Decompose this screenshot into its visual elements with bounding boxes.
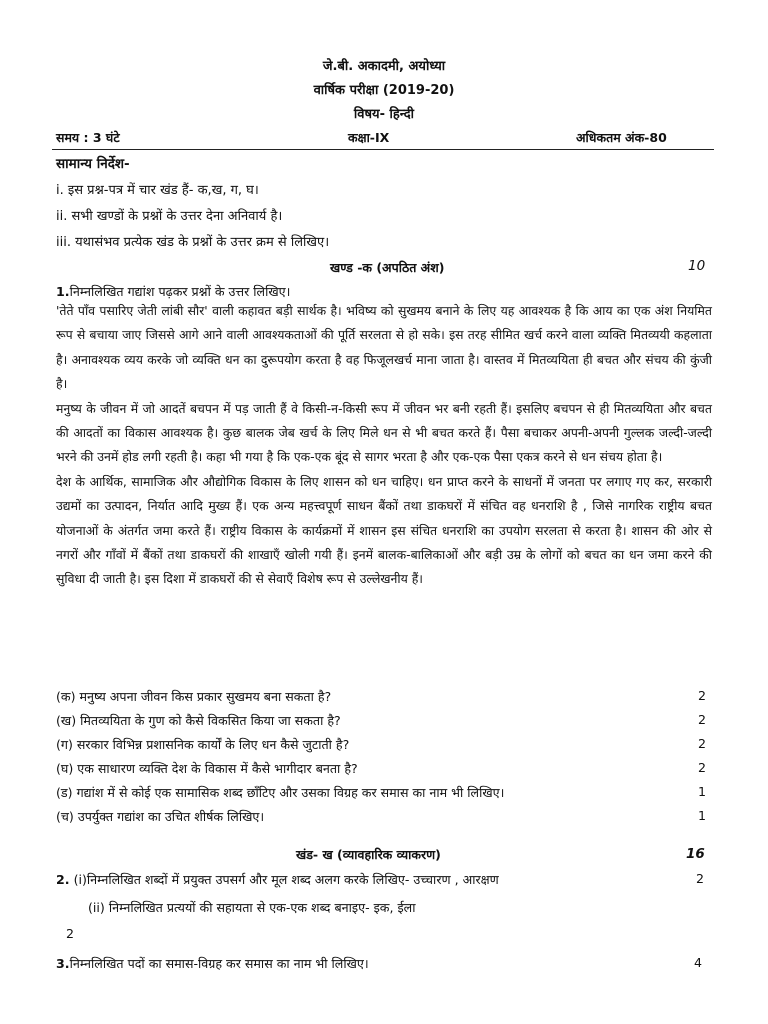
sub-question-text: (च) उपर्युक्त गद्यांश का उचित शीर्षक लिखिए। — [56, 809, 265, 824]
time-label: समय : 3 घंटे — [56, 130, 120, 145]
question-2-part-2-marks: 2 — [66, 926, 75, 941]
sub-question-marks: 1 — [697, 808, 706, 823]
sub-question — [56, 712, 712, 729]
question-text: (i)निम्नलिखित शब्दों में प्रयुक्त उपसर्ग और मूल शब्द अलग करके लिखिए- उच्चारण , आरक्षण — [69, 872, 499, 887]
sub-question-text: (ख) मितव्ययिता के गुण को कैसे विकसित किया जा सकता है? — [56, 713, 341, 728]
instruction-item: iii. यथासंभव प्रत्येक खंड के प्रश्नों के उत्तर क्रम से लिखिए। — [56, 235, 330, 250]
sub-question-text: (क) मनुष्य अपना जीवन किस प्रकार सुखमय बना सकता है? — [56, 689, 332, 704]
section-a-title: खण्ड -क (अपठित अंश) — [330, 260, 445, 275]
passage-paragraph: देश के आर्थिक, सामाजिक और औद्योगिक विकास के लिए शासन को धन चाहिए। धन प्राप्त करने के साधनों में जनता पर लगाए गए कर, सरकारी उद्यमों का उत्पादन, निर्यात आदि मुख्य हैं। एक अन्य महत्त्वपूर्ण साधन बैंकों तथा डाकघरों में संचित वह धनराशि है , जिसे नागरिक राष्ट्रीय बचत योजनाओं के अंतर्गत जमा करते हैं। राष्ट्रीय विकास के कार्यक्रमों में शासन इस संचित धनराशि का उपयोग सरलता से करता है। शासन की ओर से नगरों और गाँवों में बैंकों तथा डाकघरों की शाखाएँ खोली गयी हैं। इनमें बालक-बालिकाओं और बड़ी उम्र के लोगों को बचत का धन जमा करने की सुविधा दी जाती है। इस दिशा में डाकघरों की से सेवाएँ विशेष रूप से उल्लेखनीय हैं। — [56, 473, 712, 587]
question-marks: 4 — [693, 955, 702, 970]
passage-paragraph: 'तेते पाँव पसारिए जेती लांबी सौर' वाली कहावत बड़ी सार्थक है। भविष्य को सुखमय बनाने के लिए यह आवश्यक है कि आय का एक अंश नियमित रूप से बचाया जाए जिससे आगे आने वाली आवश्यकताओं की पूर्ति सरलता से हो सके। इस तरह सीमित खर्च करने वाला व्यक्ति मितव्ययी कहलाता है। अनावश्यक व्यय करके जो व्यक्ति धन का दुरूपयोग करता है वह फिजूलखर्च माना जाता है। वास्तव में मितव्ययिता ही बचत और संचय की कुंजी है। — [56, 303, 712, 392]
passage — [56, 299, 712, 592]
question-2-part-1 — [56, 871, 712, 888]
header-divider — [52, 149, 714, 150]
subject-label: विषय- हिन्दी — [353, 107, 415, 122]
sub-question-marks: 2 — [697, 712, 706, 727]
instruction-item: i. इस प्रश्न-पत्र में चार खंड हैं- क,ख, ग, घ। — [56, 183, 259, 198]
question-number: 3. — [56, 956, 70, 971]
question-text: निम्नलिखित पदों का समास-विग्रह कर समास का नाम भी लिखिए। — [69, 956, 369, 971]
sub-question-marks: 2 — [697, 736, 706, 751]
sub-question — [56, 760, 712, 777]
instruction-item: ii. सभी खण्डों के प्रश्नों के उत्तर देना अनिवार्य है। — [56, 209, 283, 224]
exam-title: वार्षिक परीक्षा (2019-20) — [313, 83, 455, 98]
section-b-title: खंड- ख (व्यावहारिक व्याकरण) — [296, 847, 441, 862]
sub-question-text: (ग) सरकार विभिन्न प्रशासनिक कार्यों के लिए धन कैसे जुटाती है? — [56, 737, 350, 752]
instructions-heading: सामान्य निर्देश- — [56, 156, 130, 172]
section-a-marks: 10 — [688, 258, 706, 274]
sub-question — [56, 688, 712, 705]
question-marks: 2 — [695, 871, 704, 886]
sub-question-text: (ड) गद्यांश में से कोई एक सामासिक शब्द छाँटिए और उसका विग्रह कर समास का नाम भी लिखिए। — [56, 785, 505, 800]
max-marks-label: अधिकतम अंक-80 — [576, 130, 667, 145]
sub-question-marks: 2 — [697, 688, 706, 703]
sub-question — [56, 784, 712, 801]
sub-question-marks: 2 — [697, 760, 706, 775]
question-2-part-2: (ii) निम्नलिखित प्रत्ययों की सहायता से एक-एक शब्द बनाइए- इक, ईला — [88, 900, 416, 915]
sub-question — [56, 736, 712, 753]
sub-question — [56, 808, 712, 825]
question-1-prompt — [56, 283, 290, 300]
question-text: निम्नलिखित गद्यांश पढ़कर प्रश्नों के उत्तर लिखिए। — [69, 284, 291, 299]
question-3 — [56, 955, 712, 972]
school-name: जे.बी. अकादमी, अयोध्या — [322, 59, 446, 74]
sub-question-marks: 1 — [697, 784, 706, 799]
sub-question-text: (घ) एक साधारण व्यक्ति देश के विकास में कैसे भागीदार बनता है? — [56, 761, 358, 776]
section-b-marks: 16 — [686, 846, 705, 862]
passage-paragraph: मनुष्य के जीवन में जो आदतें बचपन में पड़ जाती हैं वे किसी-न-किसी रूप में जीवन भर बनी रहती हैं। इसलिए बचपन से ही मितव्ययिता और बचत की आदतों का विकास आवश्यक है। कुछ बालक जेब खर्च के लिए मिले धन से भी बचत करते हैं। पैसा बचाकर अपनी-अपनी गुल्लक जल्दी-जल्दी भरने की उनमें होड लगी रहती है। कहा भी गया है कि एक-एक बूंद से सागर भरता है और एक-एक पैसा एकत्र करने से धन संचय होता है। — [56, 400, 712, 465]
question-number: 1. — [56, 284, 70, 299]
class-label: कक्षा-IX — [348, 130, 390, 145]
question-number: 2. — [56, 872, 70, 887]
